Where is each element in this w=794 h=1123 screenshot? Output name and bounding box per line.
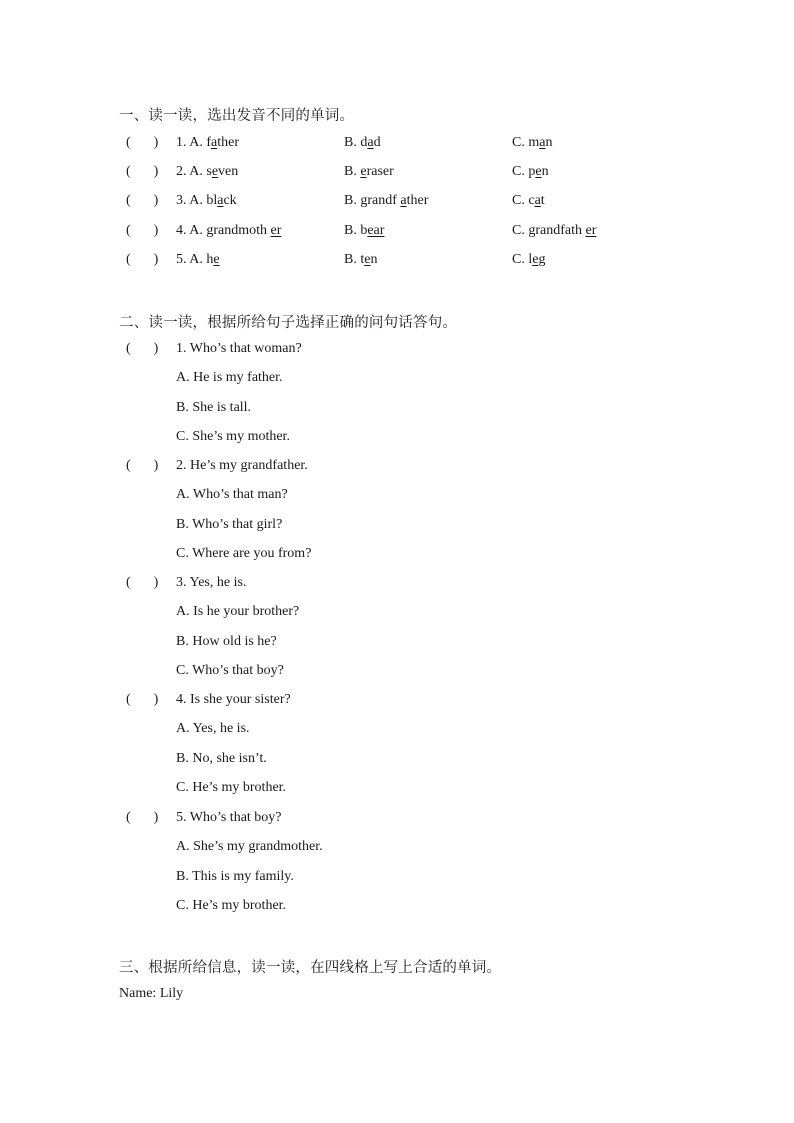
option-label: A. [189, 252, 207, 267]
question-text: 4. Is she your sister? [176, 692, 291, 707]
underlined-letters: a [367, 135, 374, 150]
underlined-letters: e [360, 164, 367, 179]
word-suffix: ven [218, 164, 239, 179]
answer-option: A. She’s my grandmother. [176, 839, 323, 855]
word-suffix: ther [406, 193, 429, 208]
option-c [512, 223, 596, 239]
word-suffix: raser [366, 164, 394, 179]
option-label: A. [189, 223, 207, 238]
underlined-letters: e [364, 252, 371, 267]
word-suffix: t [540, 193, 545, 208]
option-a [176, 135, 239, 151]
underlined-letters: e [211, 164, 219, 179]
option-label: A. [189, 193, 207, 208]
option-b [344, 164, 394, 180]
paren-open: ( [126, 341, 131, 356]
option-c [512, 193, 545, 209]
word-prefix: t [360, 252, 365, 267]
question-text: 1. Who’s that woman? [176, 341, 302, 356]
answer-blank[interactable] [126, 341, 158, 357]
question-row [0, 458, 794, 478]
option-a [176, 223, 281, 239]
answer-blank[interactable] [126, 810, 158, 826]
answer-blank[interactable] [126, 193, 158, 209]
item-number: 4. [176, 223, 187, 238]
paren-open: ( [126, 575, 131, 590]
item-number: 2. [176, 164, 187, 179]
answer-option: B. Who’s that girl? [176, 516, 283, 532]
word-prefix: c [528, 193, 535, 208]
option-label: A. [189, 135, 207, 150]
word-suffix: n [370, 252, 378, 267]
paren-open: ( [126, 692, 131, 707]
question-text: 2. He’s my grandfather. [176, 458, 308, 473]
underlined-letters: a [211, 135, 218, 150]
paren-close: ) [153, 692, 159, 707]
answer-option: A. Who’s that man? [176, 487, 288, 503]
option-b [344, 223, 384, 239]
section3-heading: 三、根据所给信息，读一读，在四线格上写上合适的单词。 [119, 960, 502, 976]
item-number: 1. [176, 135, 187, 150]
paren-open: ( [126, 458, 131, 473]
answer-blank[interactable] [126, 164, 158, 180]
answer-option: C. He’s my brother. [176, 779, 287, 795]
word-suffix: g [538, 252, 546, 267]
paren-open: ( [126, 135, 131, 150]
question-text: 3. Yes, he is. [176, 575, 247, 590]
underlined-letters: a [217, 193, 224, 208]
answer-option: C. Where are you from? [176, 545, 312, 561]
word-suffix: d [373, 135, 381, 150]
section1-heading: 一、读一读，选出发音不同的单词。 [119, 108, 355, 124]
option-a [176, 252, 220, 268]
underlined-letters: a [534, 193, 541, 208]
option-a [176, 193, 237, 209]
paren-open: ( [126, 223, 131, 238]
word-item-row [0, 223, 794, 243]
paren-open: ( [126, 810, 131, 825]
underlined-letters: e [532, 252, 539, 267]
option-label: C. [512, 164, 529, 179]
answer-blank[interactable] [126, 252, 158, 268]
word-prefix: f [206, 135, 212, 150]
answer-option: B. This is my family. [176, 868, 294, 884]
underlined-letters: a [539, 135, 546, 150]
option-label: B. [344, 193, 361, 208]
answer-blank[interactable] [126, 575, 158, 591]
option-c [512, 135, 552, 151]
answer-option: B. She is tall. [176, 399, 252, 415]
word-suffix: ck [223, 193, 237, 208]
paren-open: ( [126, 193, 131, 208]
answer-blank[interactable] [126, 458, 158, 474]
word-prefix: m [528, 135, 540, 150]
paren-close: ) [153, 135, 159, 150]
item-number: 5. [176, 252, 187, 267]
underlined-letters: e [213, 252, 220, 267]
question-row [0, 575, 794, 595]
answer-option: A. Is he your brother? [176, 604, 300, 620]
word-suffix: n [545, 135, 553, 150]
option-label: B. [344, 223, 361, 238]
paren-close: ) [153, 193, 159, 208]
word-prefix: h [206, 252, 214, 267]
option-label: C. [512, 252, 529, 267]
option-a [176, 164, 238, 180]
answer-option: B. How old is he? [176, 633, 277, 649]
word-item-row [0, 193, 794, 213]
word-prefix: s [206, 164, 212, 179]
word-prefix: grandmoth [206, 223, 271, 238]
word-suffix: n [541, 164, 549, 179]
underlined-letters: ear [367, 223, 385, 238]
option-label: A. [189, 164, 207, 179]
section2-heading: 二、读一读，根据所给句子选择正确的问句话答句。 [119, 315, 458, 331]
answer-option: C. She’s my mother. [176, 428, 290, 444]
word-prefix: l [528, 252, 533, 267]
word-item-row [0, 164, 794, 184]
answer-option: A. Yes, he is. [176, 721, 250, 737]
answer-blank[interactable] [126, 135, 158, 151]
word-prefix: bl [206, 193, 218, 208]
underlined-letters: a [400, 193, 407, 208]
option-label: B. [344, 164, 361, 179]
paren-close: ) [153, 810, 159, 825]
question-row [0, 341, 794, 361]
option-c [512, 252, 545, 268]
answer-option: C. Who’s that boy? [176, 662, 284, 678]
paren-open: ( [126, 252, 131, 267]
word-prefix: p [528, 164, 536, 179]
word-item-row [0, 135, 794, 155]
question-row [0, 810, 794, 830]
word-prefix: grandfath [528, 223, 586, 238]
paren-open: ( [126, 164, 131, 179]
option-label: B. [344, 252, 361, 267]
option-c [512, 164, 549, 180]
paren-close: ) [153, 164, 159, 179]
word-item-row [0, 252, 794, 272]
word-suffix: ther [217, 135, 240, 150]
word-prefix: b [360, 223, 368, 238]
word-prefix: d [360, 135, 368, 150]
answer-option: C. He’s my brother. [176, 897, 287, 913]
paren-close: ) [153, 223, 159, 238]
question-row [0, 692, 794, 712]
name-line: Name: Lily [119, 986, 184, 1001]
paren-close: ) [153, 252, 159, 267]
option-b [344, 135, 381, 151]
option-label: C. [512, 223, 529, 238]
item-number: 3. [176, 193, 187, 208]
option-b [344, 193, 428, 209]
question-text: 5. Who’s that boy? [176, 810, 282, 825]
answer-option: B. No, she isn’t. [176, 750, 267, 766]
paren-close: ) [153, 458, 159, 473]
underlined-letters: er [585, 223, 597, 238]
underlined-letters: er [270, 223, 282, 238]
option-label: C. [512, 135, 529, 150]
word-prefix: grandf [360, 193, 401, 208]
paren-close: ) [153, 341, 159, 356]
option-b [344, 252, 377, 268]
option-label: C. [512, 193, 529, 208]
answer-blank[interactable] [126, 692, 158, 708]
underlined-letters: e [535, 164, 542, 179]
paren-close: ) [153, 575, 159, 590]
option-label: B. [344, 135, 361, 150]
answer-blank[interactable] [126, 223, 158, 239]
answer-option: A. He is my father. [176, 370, 283, 386]
